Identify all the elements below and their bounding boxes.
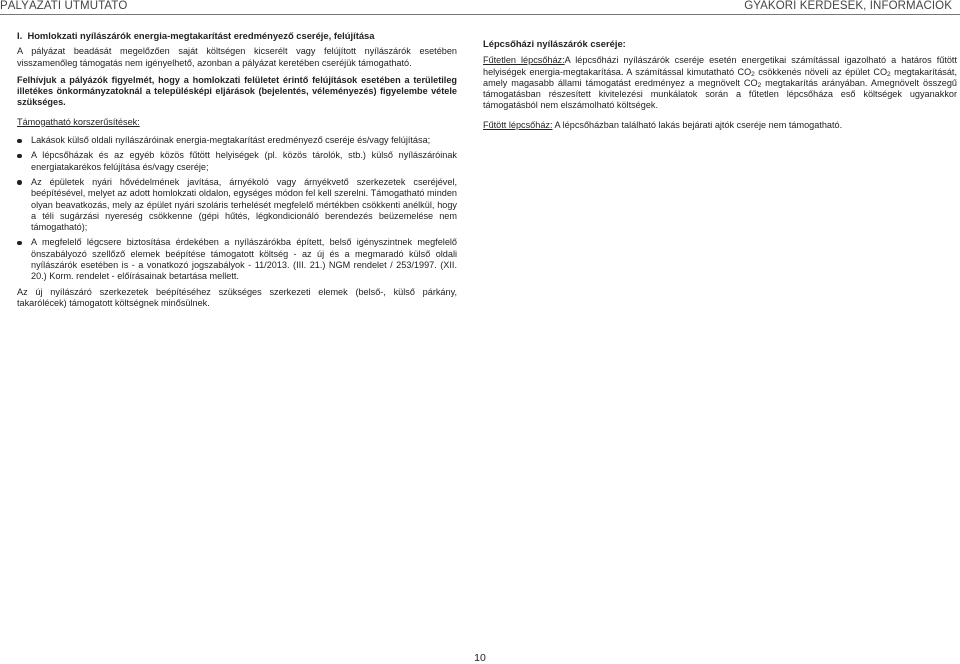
supported-upgrades-label: Támogatható korszerűsítések: (17, 116, 140, 127)
list-item-text: Lakások külső oldali nyílászáróinak energia-megtakarítást eredményező cseréje és/vagy felújítása; (31, 135, 431, 146)
left-column (17, 30, 457, 309)
header-divider (0, 14, 960, 15)
heated-stairwell-paragraph: Fűtött lépcsőház: A lépcsőházban található lakás bejárati ajtók cseréje nem támogatható. (483, 119, 843, 130)
list-item-text: A lépcsőházak és az egyéb közös fűtött helyiségek (pl. közös tárolók, stb.) külső nyílászáróinak energiatakarékos felújítása és/vagy cseréje; (31, 150, 457, 172)
bullet-icon (17, 154, 22, 159)
header-left-title: PÁLYÁZATI ÚTMUTATÓ (0, 0, 128, 12)
list-item (17, 237, 457, 282)
list-item-text: A megfelelő légcsere biztosítása érdekében a nyílászárókba épített, belső igényszintnek megfelelő önszabályozó szellőző elemek beépítése támogatott költség - az új és a megmaradó külső oldali nyílászárók esetében is - a vonatkozó jogszabályok - 11/2013. (III. 21.) NGM rendelet / 253/1997. (XII. 20.) Korm. rendelet - előírásainak betartása mellett. (31, 237, 457, 282)
stairwell-heading: Lépcsőházi nyílászárók cseréje: (483, 38, 626, 49)
section-title: Homlokzati nyílászárók energia-megtakarítást eredményező cseréje, felújítása (27, 30, 375, 41)
unheated-stairwell-label: Fűtetlen lépcsőház: (483, 55, 565, 66)
bullet-icon (17, 241, 22, 246)
supported-upgrades-list (17, 135, 457, 283)
heated-stairwell-label: Fűtött lépcsőház: (483, 119, 553, 130)
list-item (17, 177, 457, 233)
page-header (0, 0, 960, 14)
notice-paragraph: Felhívjuk a pályázók figyelmét, hogy a homlokzati felületet érintő felújítások esetében a területileg illetékes önkormányzatoknál a településképi eljárások (bejelentés, véleményezés) figyelembe vétele szükséges. (17, 74, 457, 108)
section-heading (17, 30, 457, 41)
right-column (483, 38, 957, 131)
header-right-title: GYAKORI KÉRDÉSEK, INFORMÁCIÓK (744, 0, 952, 12)
list-item (17, 150, 457, 173)
page-number: 10 (474, 652, 486, 664)
unheated-stairwell-paragraph: Fűtetlen lépcsőház:A lépcsőházi nyílászárók cseréje esetén energetikai számítással igazolható a határos fűtött helyiségek energia-megtakarítása. A számítással kimutatható $CO_2$ csökkenés növeli az épület $CO_2$ megtakarítását, amely magasabb állami támogatást eredményez a megnövelt $CO_2$ megtakarítás arányában. Amegnövelt összegű támogatásban részesített kivitelezési munkálatok során a fűtetlen lépcsőháza eső költségek ugyanakkor támogatásból nem elszámolható költségek. (483, 55, 958, 111)
list-item-text: Az épületek nyári hővédelmének javítása, árnyékoló vagy árnyékvető szerkezetek cseréjével, beépítésével, melyet az adott homlokzati oldalon, egységes módon fel kell szerelni. Támogatható minden olyan beavatkozás, mely az épület nyári szoláris terhelését megfelelő mértékben csökkenti anélkül, hogy a téli sugárzási nyereség csökkenne (gépi hűtés, légkondicionáló berendezés beüzemelése nem támogatható); (31, 176, 457, 233)
intro-paragraph: A pályázat beadását megelőzően saját költségen kicserélt vagy felújított nyílászárók esetében visszamenőleg támogatás nem igényelhető, azonban a pályázat keretében cseréjük támogatható. (17, 46, 457, 68)
section-number: I. (17, 30, 23, 41)
closing-paragraph: Az új nyílászáró szerkezetek beépítéséhez szükséges szerkezeti elemek (belső-, külső párkány, takarólécek) támogatott költségnek minősülnek. (17, 286, 457, 308)
list-item (17, 135, 457, 146)
bullet-icon (17, 180, 22, 185)
bullet-icon (17, 139, 22, 144)
